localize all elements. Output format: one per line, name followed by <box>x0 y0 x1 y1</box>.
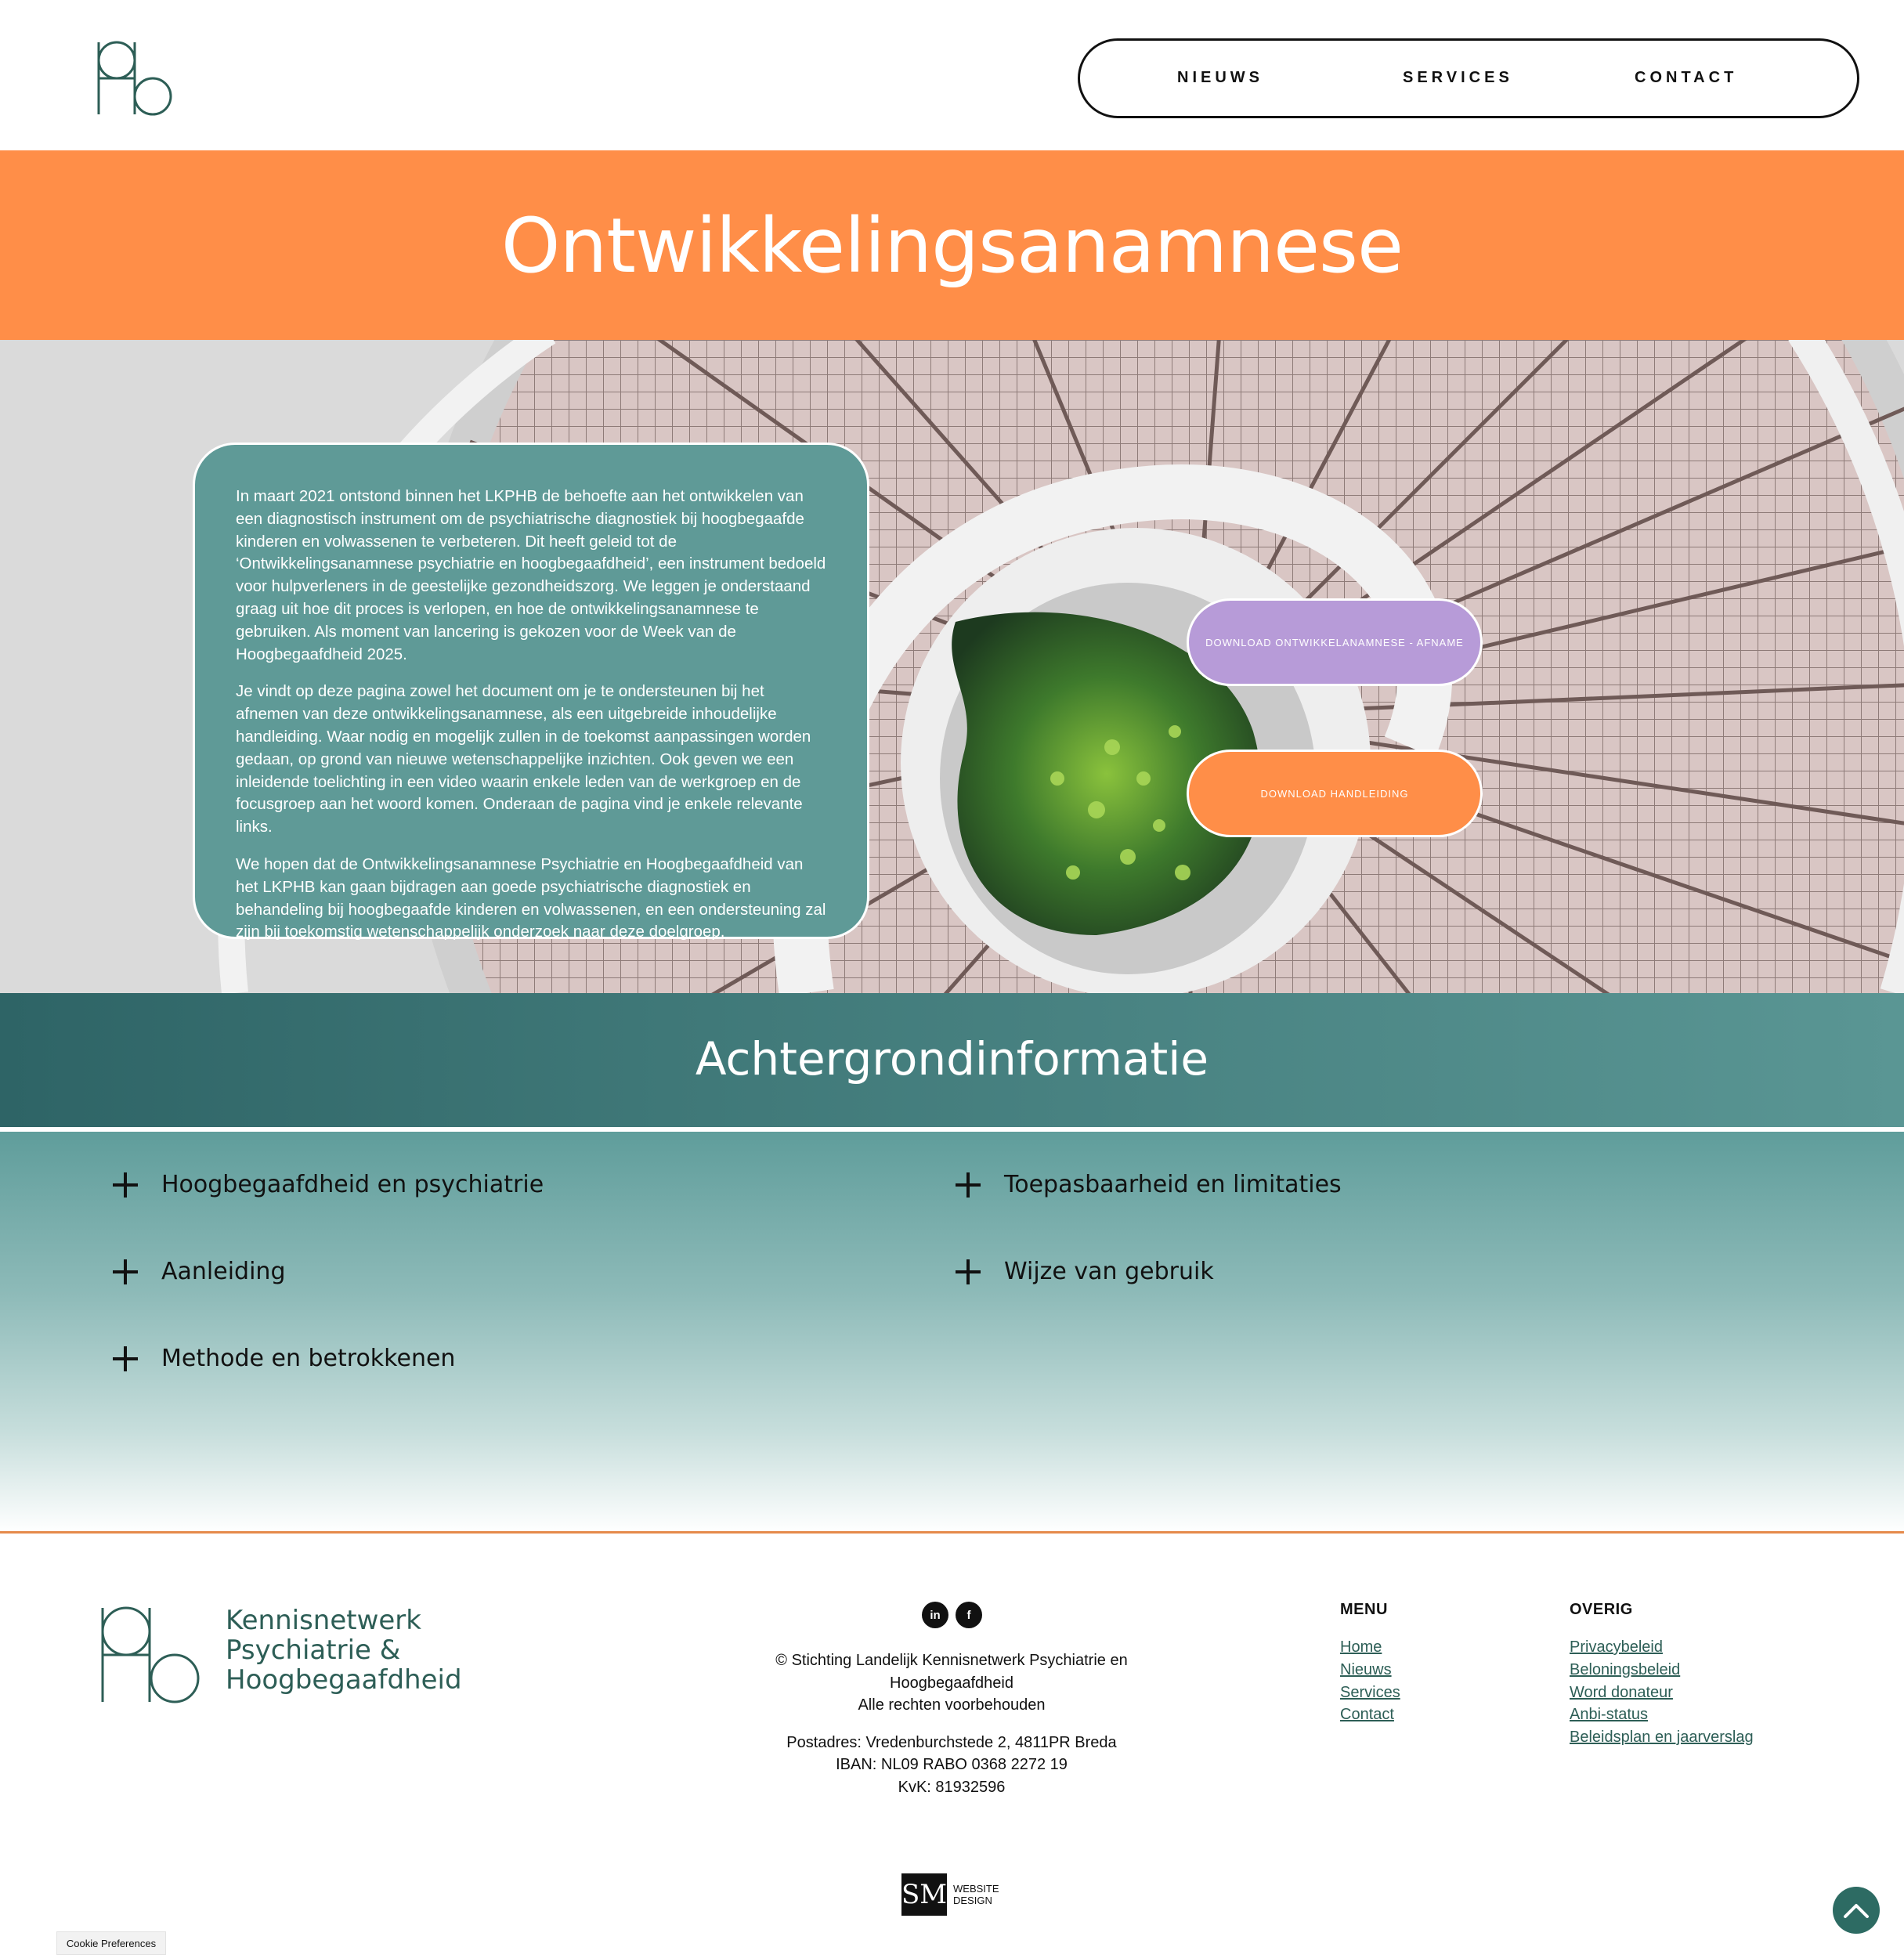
designer-line: DESIGN <box>953 1895 992 1906</box>
accordion-item[interactable] <box>956 1171 1342 1198</box>
background-info-band <box>0 993 1904 1129</box>
footer-overig-heading: OVERIG <box>1570 1601 1633 1618</box>
intro-card <box>193 443 869 939</box>
brand-line: Hoogbegaafdheid <box>226 1664 462 1696</box>
footer-link-beleidsplan[interactable]: Beleidsplan en jaarverslag <box>1570 1729 1754 1747</box>
address-line: KvK: 81932596 <box>898 1778 1006 1796</box>
logo-mark-icon <box>96 39 174 117</box>
nav-item-contact[interactable]: CONTACT <box>1635 69 1738 86</box>
plus-icon <box>113 1346 138 1371</box>
footer-link-nieuws[interactable]: Nieuws <box>1340 1660 1392 1678</box>
brand-line: Kennisnetwerk <box>226 1605 421 1636</box>
plus-icon <box>956 1259 981 1284</box>
plus-icon <box>113 1259 138 1284</box>
cookie-preferences-button[interactable]: Cookie Preferences <box>56 1931 166 1955</box>
accordion-section <box>0 1132 1904 1533</box>
footer-link-privacy[interactable]: Privacybeleid <box>1570 1638 1663 1656</box>
accordion-label: Wijze van gebruik <box>1004 1258 1214 1285</box>
designer-text <box>953 1883 999 1906</box>
footer-overig <box>1570 1601 1754 1749</box>
designer-credit[interactable] <box>901 1873 999 1916</box>
footer-link-home[interactable]: Home <box>1340 1638 1382 1656</box>
footer-link-contact[interactable]: Contact <box>1340 1706 1394 1724</box>
footer-logo[interactable] <box>100 1605 462 1708</box>
download-handleiding-button[interactable]: DOWNLOAD HANDLEIDING <box>1187 750 1483 837</box>
accordion-label: Hoogbegaafdheid en psychiatrie <box>161 1171 544 1198</box>
nav-item-services[interactable]: SERVICES <box>1403 69 1513 86</box>
logo-mark-icon <box>100 1606 202 1704</box>
designer-line: WEBSITE <box>953 1883 999 1895</box>
accordion-item[interactable] <box>956 1258 1214 1285</box>
address-line: Postadres: Vredenburchstede 2, 4811PR Breda <box>786 1733 1117 1751</box>
intro-paragraph: In maart 2021 ontstond binnen het LKPHB de behoefte aan het ontwikkelen van een diagnostisch instrument om de psychiatrische diagnostiek bij hoogbegaafde kinderen en volwassenen te verbeteren. Dit heeft geleid tot de ‘Ontwikkelingsanamnese psychiatrie en hoogbegaafdheid’, een instrument bedoeld voor hulpverleners in de geestelijke gezondheidszorg. We leggen je onderstaand graag uit hoe dit proces is verlopen, en hoe de ontwikkelingsanamnese te gebruiken. Als moment van lancering is gekozen voor de Week van de Hoogbegaafdheid 2025. <box>236 487 826 663</box>
footer-link-services[interactable]: Services <box>1340 1683 1400 1701</box>
accordion-label: Methode en betrokkenen <box>161 1345 456 1372</box>
page-title: Ontwikkelingsanamnese <box>500 202 1404 290</box>
plus-icon <box>113 1172 138 1198</box>
intro-paragraph: We hopen dat de Ontwikkelingsanamnese Psychiatrie en Hoogbegaafdheid van het LKPHB kan gaan bijdragen aan goede psychiatrische diagnostiek en behandeling bij hoogbegaafde kinderen en volwassenen, en een ondersteuning zal zijn bij toekomstig wetenschappelijk onderzoek naar deze doelgroep. <box>236 854 826 941</box>
accordion-item[interactable] <box>113 1345 455 1372</box>
footer-divider <box>0 1531 1904 1534</box>
linkedin-icon[interactable]: in <box>922 1602 948 1628</box>
plus-icon <box>956 1172 981 1198</box>
chevron-up-icon <box>1843 1902 1870 1919</box>
facebook-icon[interactable]: f <box>956 1602 982 1628</box>
accordion-label: Toepasbaarheid en limitaties <box>1004 1171 1342 1198</box>
download-afname-button[interactable]: DOWNLOAD ONTWIKKELANAMNESE - AFNAME <box>1187 598 1483 686</box>
footer-link-anbi[interactable]: Anbi-status <box>1570 1706 1649 1724</box>
footer-menu-heading: MENU <box>1340 1601 1388 1618</box>
accordion-item[interactable] <box>113 1171 544 1198</box>
intro-paragraph: Je vindt op deze pagina zowel het document om je te ondersteunen bij het afnemen van deze ontwikkelingsanamnese, als een uitgebreide inhoudelijke handleiding. Waar nodig en mogelijk zullen in de toekomst aanpassingen worden gedaan, op grond van nieuwe wetenschappelijke inzichten. Ook geven we een inleidende toelichting in een video waarin enkele leden van de werkgroep en de focusgroep aan het woord komen. Onderaan de pagina vind je enkele relevante links. <box>236 682 811 836</box>
brand-line: Psychiatrie & <box>226 1635 401 1666</box>
designer-mark: SM <box>901 1873 947 1916</box>
footer-brand <box>226 1606 508 1695</box>
scroll-to-top-button[interactable] <box>1833 1887 1880 1934</box>
accordion-label: Aanleiding <box>161 1258 286 1285</box>
footer-legal <box>752 1649 1151 1798</box>
address-line: IBAN: NL09 RABO 0368 2272 19 <box>836 1756 1068 1773</box>
nav-item-nieuws[interactable]: NIEUWS <box>1177 69 1263 86</box>
site-header <box>0 0 1904 150</box>
footer-link-beloningsbeleid[interactable]: Beloningsbeleid <box>1570 1660 1681 1678</box>
footer-menu <box>1340 1601 1400 1726</box>
copyright-line: © Stichting Landelijk Kennisnetwerk Psychiatrie en <box>775 1652 1128 1669</box>
main-nav <box>1078 38 1859 118</box>
page-title-band <box>0 150 1904 340</box>
background-info-title: Achtergrondinformatie <box>695 1032 1209 1086</box>
footer-link-donateur[interactable]: Word donateur <box>1570 1683 1673 1701</box>
site-logo[interactable] <box>96 39 174 117</box>
copyright-line: Alle rechten voorbehouden <box>858 1696 1046 1714</box>
copyright-line: Hoogbegaafdheid <box>890 1674 1013 1692</box>
accordion-item[interactable] <box>113 1258 285 1285</box>
hero-section <box>0 340 1904 993</box>
